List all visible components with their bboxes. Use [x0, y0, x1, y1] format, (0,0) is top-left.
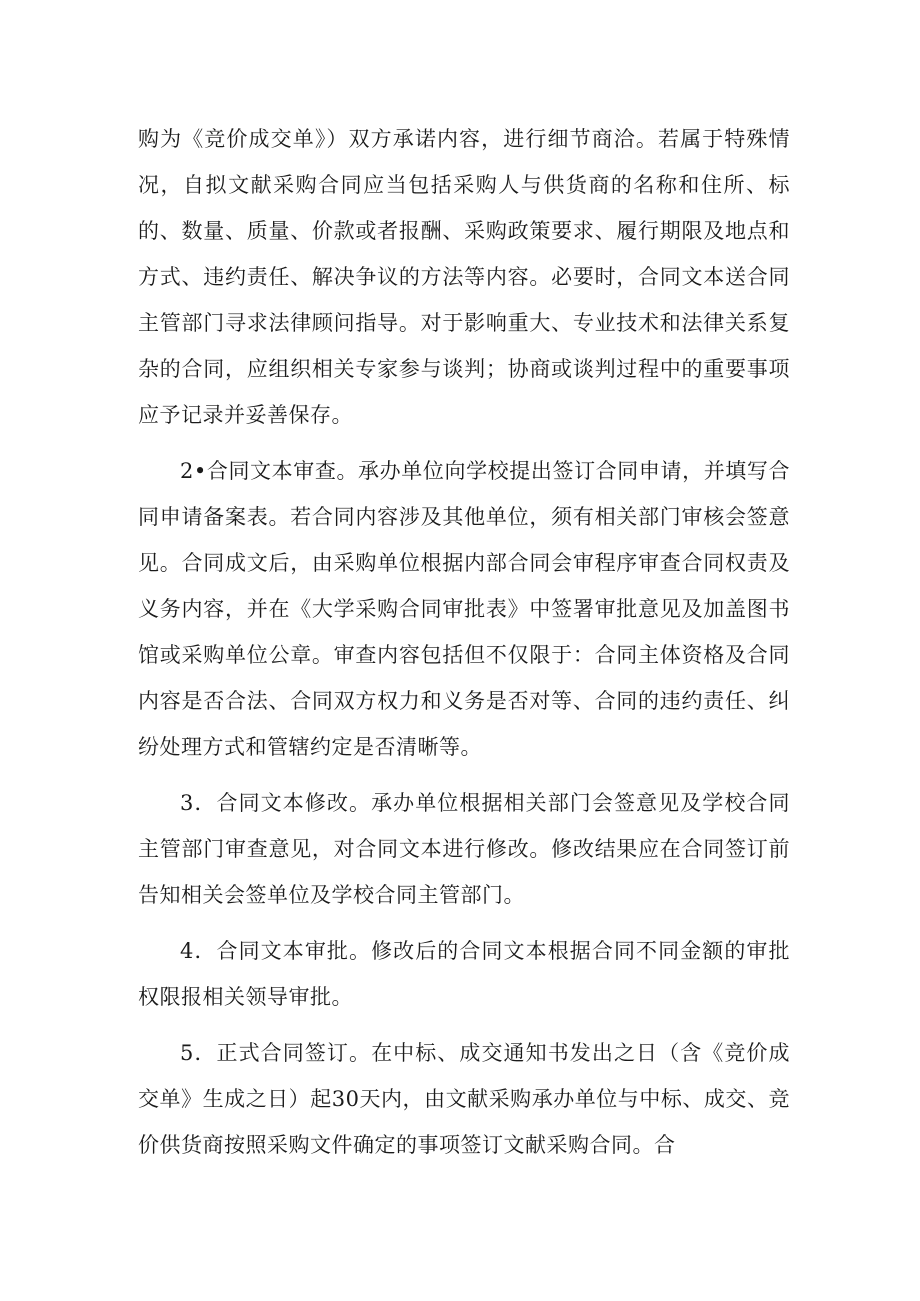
- paragraph-1: 购为《竞价成交单》）双方承诺内容，进行细节商洽。若属于特殊情况，自拟文献采购合同应当包括采购人与供货商的名称和住所、标的、数量、质量、价款或者报酬、采购政策要求、履行期限及地点和方式、违约责任、解决争议的方法等内容。必要时，合同文本送合同主管部门寻求法律顾问指导。对于影响重大、专业技术和法律关系复杂的合同，应组织相关专家参与谈判；协商或谈判过程中的重要事项应予记录并妥善保存。: [138, 127, 790, 427]
- paragraph-3-contract-revision: 3．合同文本修改。承办单位根据相关部门会签意见及学校合同主管部门审查意见，对合同文本进行修改。修改结果应在合同签订前告知相关会签单位及学校合同主管部门。: [138, 791, 790, 907]
- document-body: [138, 116, 790, 1178]
- paragraph-5-contract-signing: 5．正式合同签订。在中标、成交通知书发出之日（含《竞价成交单》生成之日）起30天内，由文献采购承办单位与中标、成交、竞价供货商按照采购文件确定的事项签订文献采购合同。合: [138, 1041, 790, 1157]
- paragraph-4-contract-approval: 4．合同文本审批。修改后的合同文本根据合同不同金额的审批权限报相关领导审批。: [138, 939, 790, 1009]
- paragraph-2-contract-review: 2•合同文本审查。承办单位向学校提出签订合同申请，并填写合同申请备案表。若合同内容涉及其他单位，须有相关部门审核会签意见。合同成文后，由采购单位根据内部合同会审程序审查合同权责及义务内容，并在《大学采购合同审批表》中签署审批意见及加盖图书馆或采购单位公章。审查内容包括但不仅限于：合同主体资格及合同内容是否合法、合同双方权力和义务是否对等、合同的违约责任、纠纷处理方式和管辖约定是否清晰等。: [138, 459, 790, 759]
